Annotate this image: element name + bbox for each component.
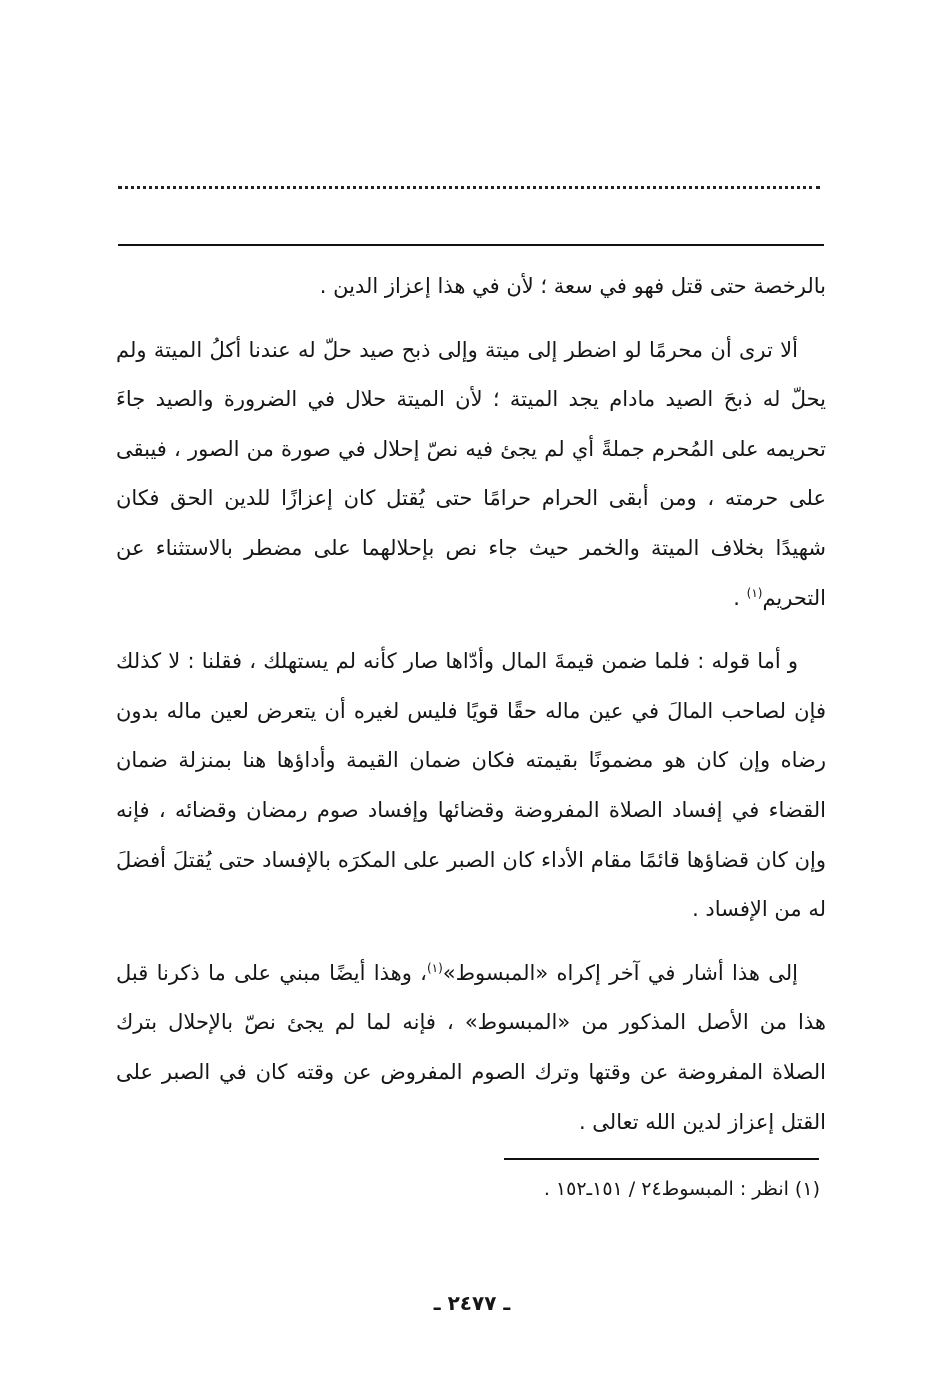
paragraph-3-rest: ، وهذا أيضًا مبني على ما ذكرنا قبل هذا من الأصل المذكور من «المبسوط» ، فإنه لما لم يجئ نصّ بالإحلال بترك الصلاة المفروضة عن وقتها وترك الصوم المفروض عن وقته كان في الصبر على القتل إعزاز لدين الله تعالى . [116, 960, 826, 1134]
paragraph-3 [116, 949, 826, 1147]
header-rule [118, 244, 824, 246]
paragraph-1-end: . [733, 585, 747, 610]
continuation-line: بالرخصة حتى قتل فهو في سعة ؛ لأن في هذا إعزاز الدين . [319, 274, 826, 298]
paragraph-2: و أما قوله : فلما ضمن قيمةَ المال وأدّاها صار كأنه لم يستهلك ، فقلنا : لا كذلك فإن لصاحب المالَ في عين ماله حقًا قويًا فليس لغيره أن يتعرض لعين ماله بدون رضاه وإن كان هو مضمونًا بقيمته فكان ضمان القيمة وأداؤها هنا بمنزلة ضمان القضاء في إفساد الصلاة المفروضة وقضائها وإفساد صوم رمضان وقضائه ، فإنه وإن كان قضاؤها قائمًا مقام الأداء كان الصبر على المكرَه بالإفساد حتى يُقتلَ أفضلَ له من الإفساد . [116, 649, 826, 922]
dotted-separator [118, 186, 820, 189]
footnote-ref-2: (١) [426, 960, 443, 975]
footnote-rule [504, 1158, 819, 1160]
page-number: ـ ٢٤٧٧ ـ [433, 1291, 511, 1315]
footnote: (١) انظر : المبسوط٢٤ / ١٥١ـ١٥٢ . [543, 1178, 820, 1200]
paragraph-3-start: إلى هذا أشار في آخر إكراه «المبسوط» [442, 960, 798, 985]
footnote-ref-1: (١) [746, 585, 763, 600]
paragraph-1-text: ألا ترى أن محرمًا لو اضطر إلى ميتة وإلى ذبح صيد حلّ له عندنا أكلُ الميتة ولم يحلّ له ذبحَ الصيد مادام يجد الميتة ؛ لأن الميتة حلال في الضرورة والصيد جاءَ تحريمه على المُحرم جملةً أي لم يجئ فيه نصّ إحلال في صورة من الصور ، فيبقى على حرمته ، ومن أبقى الحرام حرامًا حتى يُقتل كان إعزازًا للدين الحق فكان شهيدًا بخلاف الميتة والخمر حيث جاء نص بإحلالهما على مضطر بالاستثناء عن التحريم [116, 337, 826, 610]
paragraph-1 [116, 326, 826, 624]
main-text [116, 262, 826, 1147]
